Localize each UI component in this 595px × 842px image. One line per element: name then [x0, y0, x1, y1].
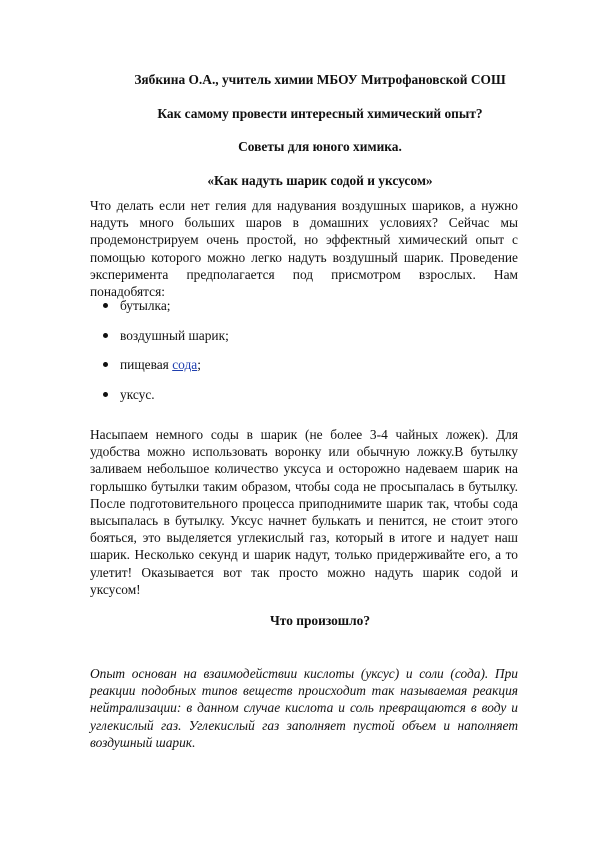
explanation-paragraph: Опыт основан на взаимодействии кислоты (уксус) и соли (сода). При реакции подобных типов веществ происходит так называемая реакция нейтрализации: в данном случае кислота и соль превращаются в воду и углекислый газ. Углекислый газ заполняет пустой объем и наполняет воздушный шарик. — [90, 666, 518, 750]
document-title: Как самому провести интересный химический опыт? — [157, 106, 483, 121]
list-item — [90, 327, 518, 357]
what-happened-heading: Что произошло? — [269, 613, 371, 628]
list-item-text: уксус. — [120, 386, 155, 402]
list-item-suffix: ; — [197, 357, 201, 372]
materials-list — [90, 297, 518, 415]
list-item — [90, 356, 518, 386]
list-item-text: воздушный шарик; — [120, 327, 229, 343]
bullet-icon — [103, 303, 108, 308]
bullet-icon — [103, 333, 108, 338]
bullet-icon — [103, 362, 108, 367]
soda-link[interactable]: сода — [172, 357, 198, 372]
tips-heading: Советы для юного химика. — [238, 139, 402, 154]
author-line: Зябкина О.А., учитель химии МБОУ Митрофановской СОШ — [134, 72, 506, 87]
bullet-icon — [103, 392, 108, 397]
list-item — [90, 297, 518, 327]
experiment-subtitle: «Как надуть шарик содой и уксусом» — [207, 173, 433, 188]
intro-paragraph: Что делать если нет гелия для надувания воздушных шариков, а нужно надуть много больших шаров в домашних условиях? Сейчас мы продемонстрируем очень простой, но эффектный химический опыт с помощью которого можно легко надуть воздушный шарик. Проведение эксперимента предполагается под присмотром взрослых. Нам понадобятся: — [90, 198, 518, 300]
list-item — [90, 386, 518, 416]
list-item-text: бутылка; — [120, 298, 171, 313]
procedure-paragraph: Насыпаем немного соды в шарик (не более 3-4 чайных ложек). Для удобства можно использовать воронку или обычную ложку.В бутылку заливаем небольшое количество уксуса и осторожно надеваем шарик на горлышко бутылки таким образом, чтобы сода не просыпалась в бутылку. После подготовительного процесса приподнимите шарик так, чтобы сода высыпалась в бутылку. Уксус начнет булькать и пенится, не стоит этого бояться, это выделяется углекислый газ, который в итоге и надует наш шарик. Несколько секунд и шарик надут, только придерживайте его, а то улетит! Оказывается вот так просто можно надуть шарик содой и уксусом! — [90, 427, 518, 597]
list-item-prefix: пищевая — [120, 357, 173, 372]
